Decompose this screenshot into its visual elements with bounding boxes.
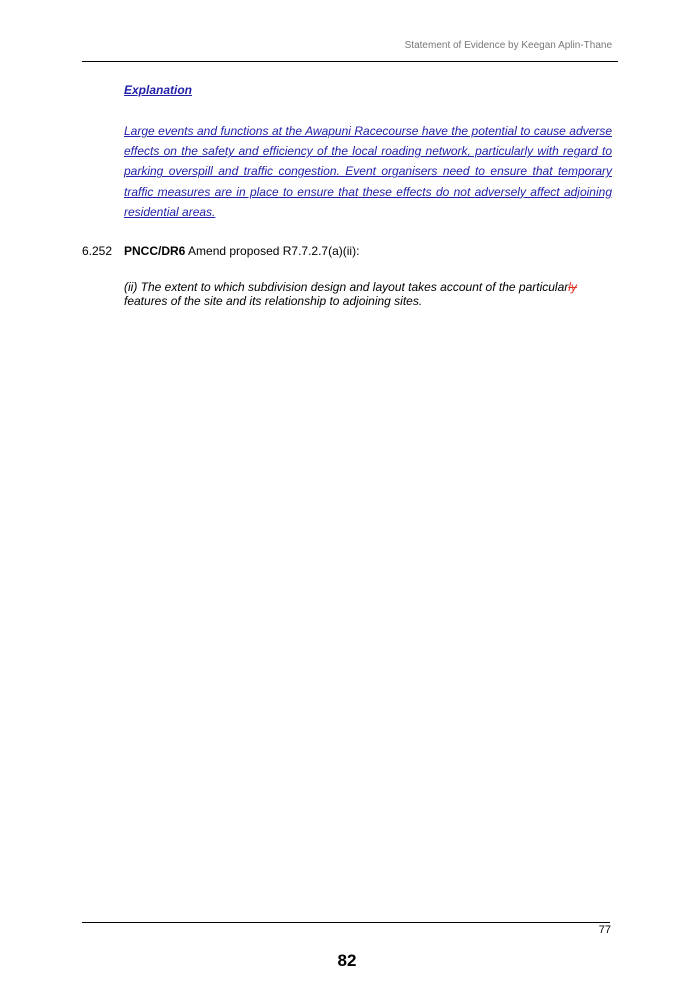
amended-rule-quote: [124, 280, 612, 308]
running-header: Statement of Evidence by Keegan Aplin-Thane: [404, 40, 612, 51]
paragraph-number: 6.252: [82, 244, 113, 258]
quote-struck-text: ly: [568, 280, 577, 294]
explanation-body: Large events and functions at the Awapuni Racecourse have the potential to cause adverse effects on the safety and efficiency of the local roading network, particularly with regard to parking overspill and traffic congestion. Event organisers need to ensure that temporary traffic measures are in place to ensure that these effects do not adversely affect adjoining residential areas.: [124, 124, 612, 219]
paragraph-text: Amend proposed R7.7.2.7(a)(ii):: [185, 244, 360, 258]
footer-rule: [82, 922, 610, 923]
header-rule: [82, 61, 618, 62]
paragraph-code: PNCC/DR6: [124, 244, 186, 258]
paragraph-body: [124, 244, 359, 258]
page-number: 77: [598, 924, 611, 936]
quote-after: features of the site and its relationship to adjoining sites.: [124, 294, 423, 308]
folio-number: 82: [337, 951, 357, 970]
quote-before: (ii) The extent to which subdivision design and layout takes account of the particular: [124, 280, 569, 294]
explanation-heading: Explanation: [124, 83, 193, 97]
